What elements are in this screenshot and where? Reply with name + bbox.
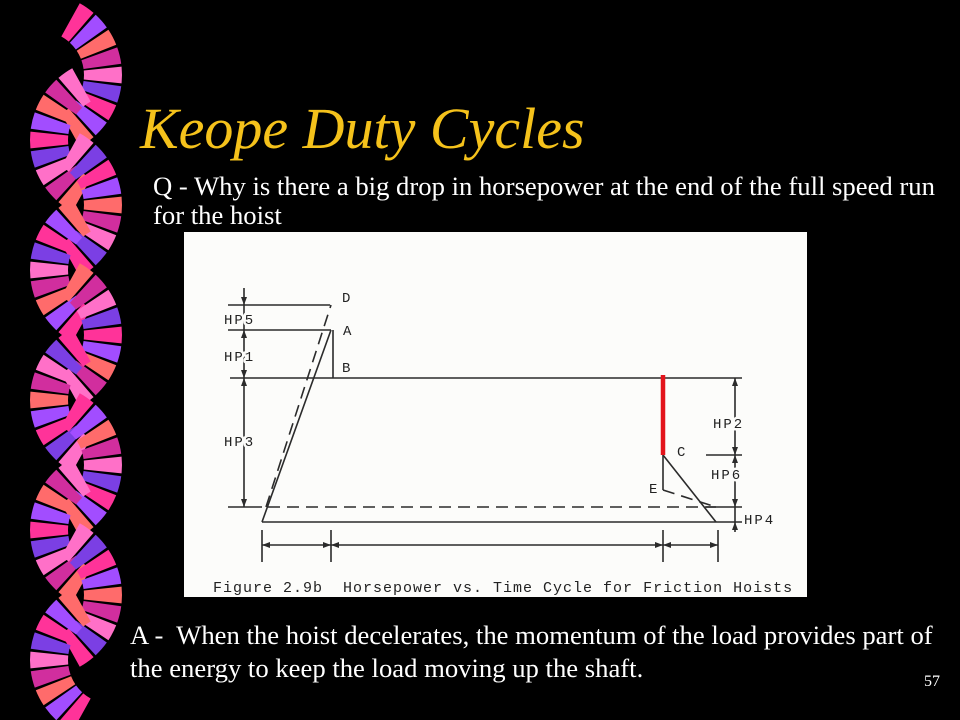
arrowhead	[241, 378, 247, 386]
question-text: Q - Why is there a big drop in horsepower at the end of the full speed run for the hoist	[153, 171, 935, 230]
acceleration-line	[262, 330, 331, 522]
deceleration-line-dashed	[663, 490, 716, 507]
deceleration-line	[663, 455, 716, 522]
ribbon-stripe	[30, 392, 68, 409]
arrowhead	[732, 378, 738, 386]
time-dimension	[262, 530, 718, 562]
acceleration-line-dashed	[266, 305, 331, 507]
ribbon-stripe	[30, 132, 68, 149]
decorative-ribbon	[0, 0, 140, 720]
arrowhead	[732, 522, 738, 530]
arrowhead	[241, 297, 247, 305]
arrowhead	[732, 499, 738, 507]
arrowhead	[732, 447, 738, 455]
label-hp2: HP2	[713, 417, 745, 433]
label-c: C	[677, 445, 688, 461]
ribbon-stripe	[84, 197, 122, 214]
label-d: D	[342, 291, 353, 307]
arrowhead	[262, 542, 270, 548]
label-hp3: HP3	[224, 435, 256, 451]
arrowhead	[655, 542, 663, 548]
ribbon-stripe	[30, 262, 68, 279]
figure-caption: Figure 2.9b Horsepower vs. Time Cycle for Friction Hoists	[213, 580, 794, 597]
label-hp5: HP5	[224, 313, 256, 329]
dimension-labels	[224, 313, 775, 529]
slide-title: Keope Duty Cycles	[140, 96, 585, 161]
ribbon-stripe	[84, 67, 122, 84]
power-curve	[262, 305, 716, 522]
ribbon-stripe	[84, 457, 122, 474]
label-a: A	[343, 324, 354, 340]
ribbon-stripe	[84, 587, 122, 604]
arrowhead	[241, 499, 247, 507]
arrowhead	[663, 542, 671, 548]
answer-text: A - When the hoist decelerates, the momentum of the load provides part of the energy to keep the load moving up the shaft.	[130, 620, 940, 683]
point-labels	[342, 291, 687, 498]
arrowhead	[323, 542, 331, 548]
label-hp6: HP6	[711, 468, 743, 484]
arrowhead	[241, 330, 247, 338]
arrowhead	[710, 542, 718, 548]
ribbon-stripe	[30, 522, 68, 539]
label-hp4: HP4	[744, 513, 776, 529]
arrowhead	[732, 455, 738, 463]
arrowhead	[241, 370, 247, 378]
figure	[184, 232, 807, 597]
ribbon-stripe	[84, 327, 122, 344]
label-b: B	[342, 361, 353, 377]
page-number: 57	[924, 673, 940, 690]
ribbon-stripe	[30, 652, 68, 669]
label-e: E	[649, 482, 660, 498]
arrowhead	[331, 542, 339, 548]
label-hp1: HP1	[224, 350, 256, 366]
horsepower-time-diagram	[184, 232, 807, 597]
